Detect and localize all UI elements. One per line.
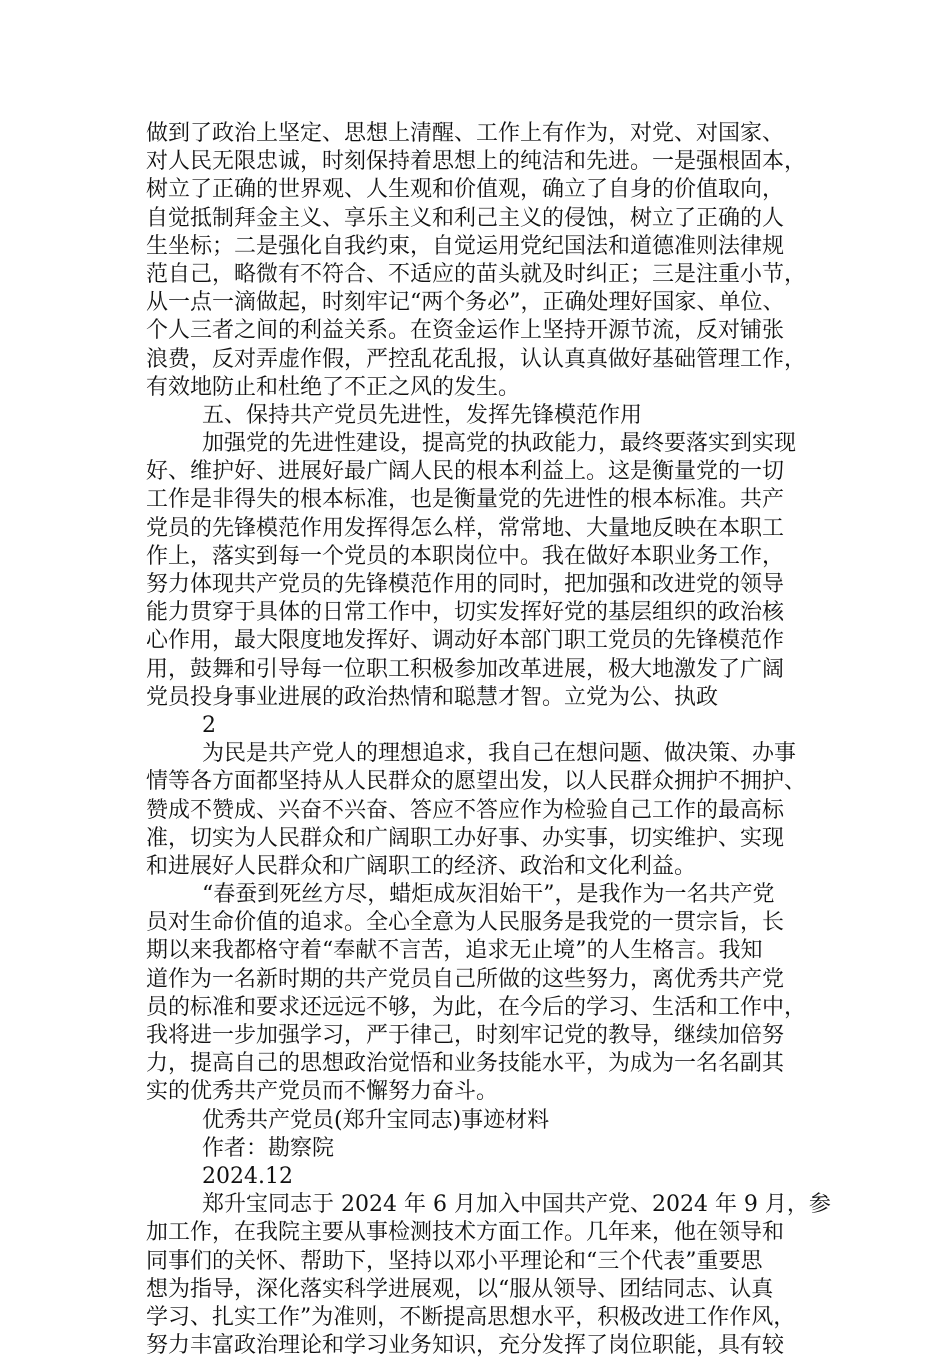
text-line: 郑升宝同志于 2024 年 6 月加入中国共产党、2024 年 9 月，参 xyxy=(202,1192,831,1218)
text-line: 作者：勘察院 xyxy=(202,1135,335,1161)
text-line: 好、维护好、进展好最广阔人民的根本利益上。这是衡量党的一切 xyxy=(146,459,785,485)
text-line: 能力贯穿于具体的日常工作中，切实发挥好党的基层组织的政治核 xyxy=(146,600,785,626)
text-line: 做到了政治上坚定、思想上清醒、工作上有作为，对党、对国家、 xyxy=(146,121,785,146)
text-line: 心作用，最大限度地发挥好、调动好本部门职工党员的先锋模范作 xyxy=(146,628,785,654)
document-page xyxy=(146,120,831,1360)
text-line: 期以来我都格守着“奉献不言苦，追求无止境”的人生格言。我知 xyxy=(146,938,763,964)
text-line: 用，鼓舞和引导每一位职工积极参加改革进展，极大地激发了广阔 xyxy=(146,656,785,682)
text-line: 道作为一名新时期的共产党员自己所做的这些努力，离优秀共产党 xyxy=(146,966,785,992)
text-line: 加工作，在我院主要从事检测技术方面工作。几年来，他在领导和 xyxy=(146,1220,785,1246)
text-line: 和进展好人民群众和广阔职工的经济、政治和文化利益。 xyxy=(146,853,697,879)
text-line: 力，提高自己的思想政治觉悟和业务技能水平，为成为一名名副其 xyxy=(146,1051,785,1077)
text-line: 加强党的先进性建设，提高党的执政能力，最终要落实到实现 xyxy=(202,431,797,457)
text-line: 党员的先锋模范作用发挥得怎么样，常常地、大量地反映在本职工 xyxy=(146,515,785,541)
text-line: 从一点一滴做起，时刻牢记“两个务必”，正确处理好国家、单位、 xyxy=(146,290,785,316)
text-line: 学习、扎实工作”为准则，不断提高思想水平，积极改进工作作风， xyxy=(146,1304,796,1330)
text-line: 有效地防止和杜绝了不正之风的发生。 xyxy=(146,374,521,400)
text-line: 党员投身事业进展的政治热情和聪慧才智。立党为公、执政 xyxy=(146,684,719,710)
text-line: 个人三者之间的利益关系。在资金运作上坚持开源节流，反对铺张 xyxy=(146,318,785,344)
text-line: 生坐标；二是强化自我约束，自觉运用党纪国法和道德准则法律规 xyxy=(146,233,785,259)
text-line: 优秀共产党员(郑升宝同志)事迹材料 xyxy=(202,1107,550,1133)
text-line: 2 xyxy=(202,712,216,738)
text-line: 我将进一步加强学习，严于律己，时刻牢记党的教导，继续加倍努 xyxy=(146,1023,785,1048)
text-line: 员的标准和要求还远远不够，为此，在今后的学习、生活和工作中， xyxy=(146,994,807,1020)
text-line: 工作是非得失的根本标准，也是衡量党的先进性的根本标准。共产 xyxy=(146,487,785,513)
text-line: 树立了正确的世界观、人生观和价值观，确立了自身的价值取向， xyxy=(146,177,785,203)
text-line: 情等各方面都坚持从人民群众的愿望出发，以人民群众拥护不拥护、 xyxy=(146,769,807,795)
text-line: 努力丰富政治理论和学习业务知识，充分发挥了岗位职能，具有较 xyxy=(146,1333,785,1359)
text-line: 五、保持共产党员先进性，发挥先锋模范作用 xyxy=(202,402,643,428)
text-line: 自觉抵制拜金主义、享乐主义和利己主义的侵蚀，树立了正确的人 xyxy=(146,205,785,231)
text-line: 想为指导，深化落实科学进展观，以“服从领导、团结同志、认真 xyxy=(146,1276,774,1302)
text-line: 2024.12 xyxy=(202,1163,293,1189)
text-line: 浪费，反对弄虚作假，严控乱花乱报，认认真真做好基础管理工作， xyxy=(146,346,807,372)
text-line: 准，切实为人民群众和广阔职工办好事、办实事，切实维护、实现 xyxy=(146,825,785,851)
text-line: 为民是共产党人的理想追求，我自己在想问题、做决策、办事 xyxy=(202,741,797,767)
text-line: 努力体现共产党员的先锋模范作用的同时，把加强和改进党的领导 xyxy=(146,572,785,597)
text-line: 员对生命价值的追求。全心全意为人民服务是我党的一贯宗旨，长 xyxy=(146,910,785,936)
text-line: 赞成不赞成、兴奋不兴奋、答应不答应作为检验自己工作的最高标 xyxy=(146,797,785,823)
text-line: 同事们的关怀、帮助下，坚持以邓小平理论和“三个代表”重要思 xyxy=(146,1248,763,1274)
text-line: 对人民无限忠诚，时刻保持着思想上的纯洁和先进。一是强根固本， xyxy=(146,149,807,175)
text-line: 实的优秀共产党员而不懈努力奋斗。 xyxy=(146,1079,499,1105)
text-line: “春蚕到死丝方尽，蜡炬成灰泪始干”，是我作为一名共产党 xyxy=(202,882,775,908)
text-line: 范自己，略微有不符合、不适应的苗头就及时纠正；三是注重小节， xyxy=(146,261,807,287)
text-line: 作上，落实到每一个党员的本职岗位中。我在做好本职业务工作， xyxy=(146,543,785,569)
